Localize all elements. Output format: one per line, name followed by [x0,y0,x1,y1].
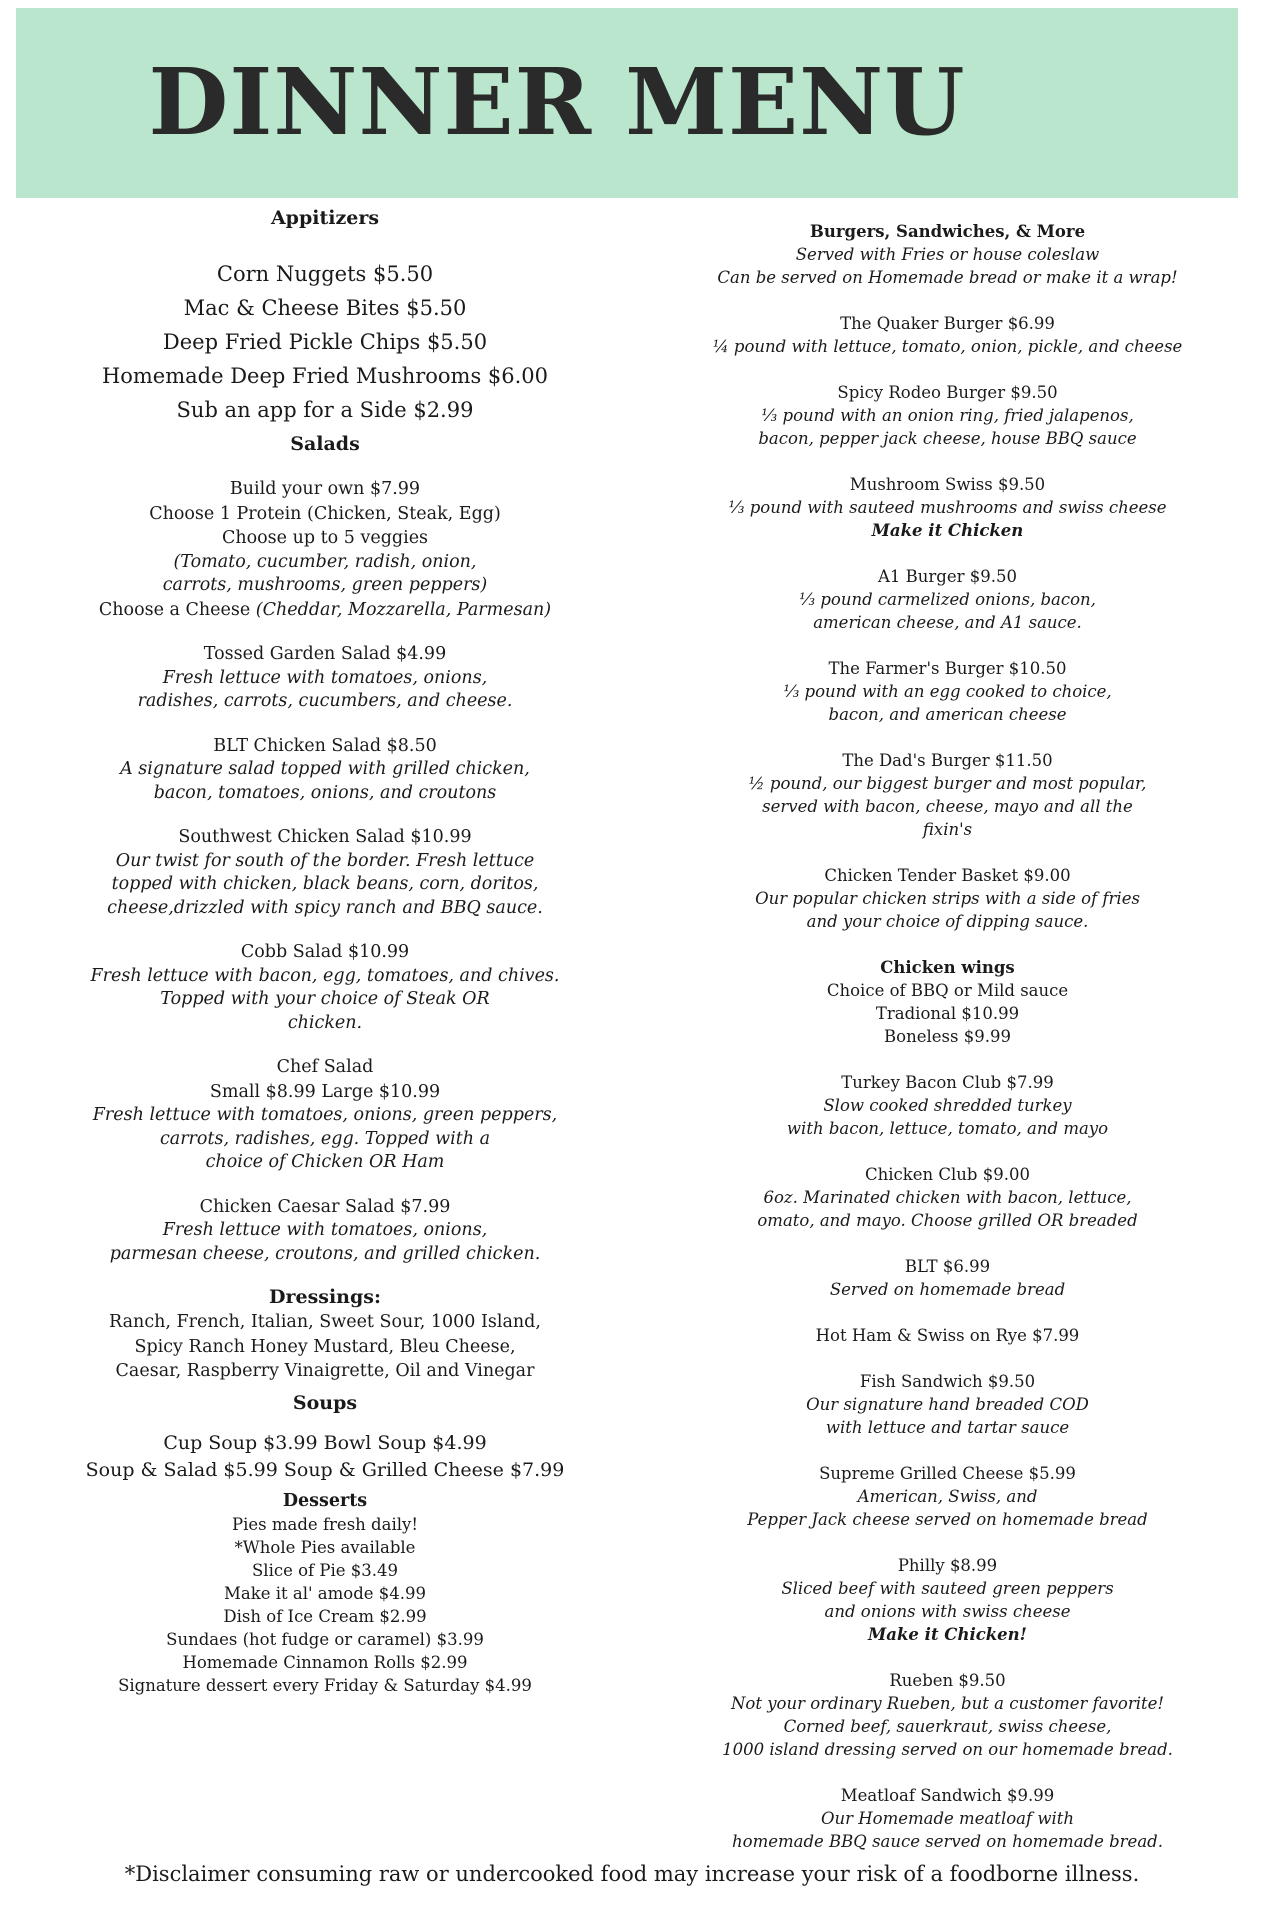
disclaimer: *Disclaimer consuming raw or undercooked food may increase your risk of a foodborne illness. [124,1862,1140,1886]
item-name: A1 Burger $9.50 [878,567,1017,586]
dessert-item: Pies made fresh daily! [232,1514,418,1534]
burgers-subheading: Can be served on Homemade bread or make it a wrap! [717,268,1178,287]
dressings-line: Ranch, French, Italian, Sweet Sour, 1000 Island, [109,1312,541,1332]
item-desc: 6oz. Marinated chicken with bacon, lettuce, [763,1188,1132,1207]
item-desc: Fresh lettuce with tomatoes, onions, [162,1220,488,1240]
item-name: Southwest Chicken Salad $10.99 [178,827,472,847]
item-desc: Fresh lettuce with tomatoes, onions, [162,667,488,688]
item-desc: american cheese, and A1 sauce. [813,613,1082,632]
menu-item [660,473,1235,542]
dressings-line: Caesar, Raspberry Vinaigrette, Oil and Vinegar [115,1361,535,1381]
desserts-heading: Desserts [282,1490,368,1511]
item-name: Chicken Tender Basket $9.00 [824,866,1071,885]
menu-item [660,1163,1235,1232]
dressings-heading: Dressings: [269,1286,381,1308]
menu-item [660,1071,1235,1140]
item-desc: bacon, tomatoes, onions, and croutons [153,782,497,803]
item-desc: served with bacon, cheese, mayo and all the [762,797,1133,816]
item-desc: Our Homemade meatloaf with [820,1809,1074,1828]
menu-item [80,825,570,920]
item-desc: and onions with swiss cheese [824,1602,1071,1621]
item-desc: homemade BBQ sauce served on homemade bread. [732,1832,1163,1851]
item-name: Tossed Garden Salad $4.99 [203,644,447,664]
item-name: Spicy Rodeo Burger $9.50 [837,383,1058,402]
build-line: Choose 1 Protein (Chicken, Steak, Egg) [149,503,501,524]
menu-item [80,1195,570,1267]
menu-item [660,312,1235,358]
item-price: Boneless $9.99 [884,1027,1011,1046]
build-veggies: (Tomato, cucumber, radish, onion, [173,551,477,572]
item-name: Chicken wings [880,958,1015,977]
item-desc: omato, and mayo. Choose grilled OR breaded [757,1211,1138,1230]
menu-item [660,657,1235,726]
item-name: The Farmer's Burger $10.50 [828,659,1067,678]
build-veggies: carrots, mushrooms, green peppers) [162,575,488,595]
item-desc: ½ pound, our biggest burger and most popular, [748,774,1147,793]
item-name: Turkey Bacon Club $7.99 [841,1073,1054,1092]
build-your-own [80,477,570,622]
dessert-item: Make it al' amode $4.99 [223,1583,426,1603]
item-desc: carrots, radishes, egg. Topped with a [159,1128,491,1149]
item-desc: topped with chicken, black beans, corn, doritos, [111,874,539,894]
item-price: Tradional $10.99 [875,1004,1020,1023]
item-desc: Pepper Jack cheese served on homemade bread [747,1510,1148,1529]
menu-item [660,1784,1235,1853]
item-name: BLT Chicken Salad $8.50 [213,735,437,756]
item-name: The Dad's Burger $11.50 [842,751,1053,770]
appetizer-item: Mac & Cheese Bites $5.50 [183,296,467,320]
menu-item [660,1669,1235,1761]
soups-line: Cup Soup $3.99 Bowl Soup $4.99 [163,1431,487,1454]
item-desc: Our signature hand breaded COD [806,1395,1089,1414]
build-cheese-options: (Cheddar, Mozzarella, Parmesan) [255,599,552,620]
item-desc: A signature salad topped with grilled chicken, [120,759,530,779]
item-desc: Topped with your choice of Steak OR [160,989,490,1009]
dessert-item: Sundaes (hot fudge or caramel) $3.99 [166,1629,484,1649]
item-sizes: Small $8.99 Large $10.99 [209,1081,441,1102]
item-extra: Make it Chicken! [868,1625,1027,1644]
menu-item [80,642,570,714]
burgers-subheading: Served with Fries or house coleslaw [795,245,1100,264]
item-desc: Our twist for south of the border. Fresh lettuce [115,850,535,871]
item-desc: radishes, carrots, cucumbers, and cheese. [137,691,513,711]
dessert-item: Slice of Pie $3.49 [251,1560,399,1580]
salads-heading: Salads [290,433,360,455]
item-desc: Choice of BBQ or Mild sauce [826,981,1069,1000]
item-desc: Slow cooked shredded turkey [823,1096,1072,1115]
menu-item [80,1055,570,1175]
item-desc: bacon, pepper jack cheese, house BBQ sauce [758,429,1137,448]
item-name: Fish Sandwich $9.50 [859,1372,1036,1391]
item-desc: with lettuce and tartar sauce [825,1418,1070,1437]
item-desc: and your choice of dipping sauce. [806,912,1089,931]
build-line: Choose up to 5 veggies [221,528,429,548]
item-desc: bacon, and american cheese [828,705,1067,724]
build-title: Build your own $7.99 [229,479,421,499]
item-desc: fixin's [922,820,973,839]
item-desc: chicken. [287,1012,363,1033]
appetizer-item: Sub an app for a Side $2.99 [176,398,474,422]
menu-item [660,1554,1235,1646]
appetizers-heading: Appitizers [270,207,380,229]
dressings-line: Spicy Ranch Honey Mustard, Bleu Cheese, [134,1336,516,1357]
item-desc: ⅓ pound with an egg cooked to choice, [783,682,1112,701]
item-name: Hot Ham & Swiss on Rye $7.99 [815,1326,1080,1345]
right-column [660,220,1235,1853]
item-desc: Fresh lettuce with bacon, egg, tomatoes, and chives. [90,965,560,986]
item-desc: ⅓ pound carmelized onions, bacon, [799,590,1096,609]
build-cheese-label: Choose a Cheese [98,599,256,620]
menu-item [80,940,570,1035]
item-name: Mushroom Swiss $9.50 [849,475,1046,494]
item-name: Rueben $9.50 [889,1671,1006,1690]
menu-item [660,1462,1235,1531]
dessert-item: Homemade Cinnamon Rolls $2.99 [182,1652,468,1672]
item-name: Chicken Caesar Salad $7.99 [199,1196,451,1217]
item-name: Supreme Grilled Cheese $5.99 [819,1464,1076,1483]
item-desc: ⅓ pound with an onion ring, fried jalapenos, [761,406,1134,425]
item-name: Meatloaf Sandwich $9.99 [840,1786,1055,1805]
item-desc: 1000 island dressing served on our homemade bread. [722,1740,1173,1759]
item-desc: Fresh lettuce with tomatoes, onions, green peppers, [92,1105,558,1125]
menu-item [660,565,1235,634]
burgers-heading: Burgers, Sandwiches, & More [809,222,1086,241]
item-desc: Our popular chicken strips with a side of fries [755,889,1140,908]
appetizer-item: Corn Nuggets $5.50 [216,262,434,286]
dessert-item: *Whole Pies available [234,1537,416,1557]
menu-item [660,1324,1235,1347]
item-desc: parmesan cheese, croutons, and grilled chicken. [109,1243,541,1264]
item-desc: choice of Chicken OR Ham [205,1152,445,1172]
item-name: Cobb Salad $10.99 [240,942,410,962]
title-banner [16,8,1238,198]
chicken-wings [660,956,1235,1048]
appetizer-item: Homemade Deep Fried Mushrooms $6.00 [101,364,549,388]
dessert-item: Signature dessert every Friday & Saturday $4.99 [118,1675,532,1695]
item-name: BLT $6.99 [904,1257,991,1276]
menu-item [80,734,570,806]
dessert-item: Dish of Ice Cream $2.99 [223,1606,427,1626]
menu-item [660,381,1235,450]
item-desc: Served on homemade bread [829,1280,1066,1299]
page-title: DINNER MENU [148,48,966,156]
item-desc: Not your ordinary Rueben, but a customer favorite! [730,1694,1165,1713]
menu-item [660,864,1235,933]
item-desc: ⅓ pound with sauteed mushrooms and swiss cheese [728,498,1167,517]
appetizer-item: Deep Fried Pickle Chips $5.50 [162,330,488,354]
item-extra: Make it Chicken [871,521,1024,540]
item-name: Philly $8.99 [897,1556,998,1575]
item-desc: ¼ pound with lettuce, tomato, onion, pickle, and cheese [712,337,1183,356]
item-desc: with bacon, lettuce, tomato, and mayo [786,1119,1109,1138]
item-name: Chicken Club $9.00 [865,1165,1030,1184]
item-desc: cheese,drizzled with spicy ranch and BBQ sauce. [107,897,543,918]
soups-line: Soup & Salad $5.99 Soup & Grilled Cheese $7.99 [85,1458,565,1481]
item-desc: American, Swiss, and [857,1487,1038,1506]
left-column [80,205,570,1697]
item-name: Chef Salad [276,1057,374,1077]
item-name: The Quaker Burger $6.99 [840,314,1055,333]
soups-heading: Soups [292,1391,358,1414]
menu-item [660,1370,1235,1439]
item-desc: Sliced beef with sauteed green peppers [781,1579,1114,1598]
menu-item [660,749,1235,841]
item-desc: Corned beef, sauerkraut, swiss cheese, [783,1717,1112,1736]
menu-item [660,1255,1235,1301]
